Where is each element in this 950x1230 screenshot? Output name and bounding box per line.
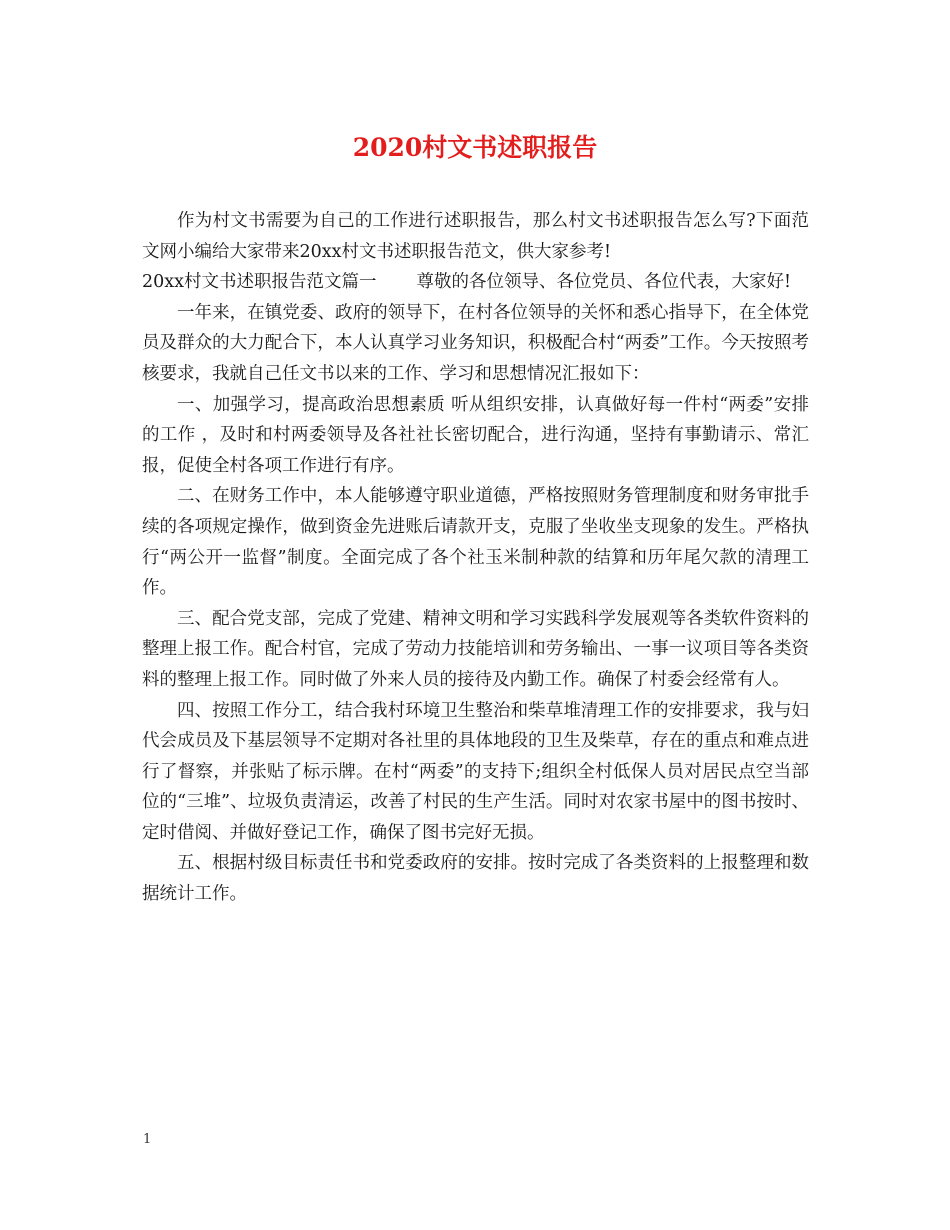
intro-paragraph: 作为村文书需要为自己的工作进行述职报告，那么村文书述职报告怎么写?下面范文网小编给大家带来20xx村文书述职报告范文，供大家参考! bbox=[142, 211, 809, 262]
body-paragraph-3: 二、在财务工作中，本人能够遵守职业道德，严格按照财务管理制度和财务审批手续的各项规定操作，做到资金先进账后请款开支，克服了坐收坐支现象的发生。严格执行“两公开一监督”制度。全面完成了各个社玉米制种款的结算和历年尾欠款的清理工作。 bbox=[142, 486, 809, 599]
section-heading-line bbox=[142, 267, 809, 298]
page-number: 1 bbox=[143, 1132, 152, 1147]
body-paragraph-5: 四、按照工作分工，结合我村环境卫生整治和柴草堆清理工作的安排要求，我与妇代会成员及下基层领导不定期对各社里的具体地段的卫生及柴草，存在的重点和难点进行了督察，并张贴了标示牌。在村“两委”的支持下;组织全村低保人员对居民点空当部位的“三堆”、垃圾负责清运，改善了村民的生产生活。同时对农家书屋中的图书按时、定时借阅、并做好登记工作，确保了图书完好无损。 bbox=[142, 700, 809, 843]
salutation: 尊敬的各位领导、各位党员、各位代表，大家好! bbox=[416, 272, 792, 293]
document-title: 2020村文书述职报告 bbox=[352, 133, 598, 162]
document-body bbox=[142, 206, 809, 910]
body-paragraph-4: 三、配合党支部，完成了党建、精神文明和学习实践科学发展观等各类软件资料的整理上报工作。配合村官，完成了劳动力技能培训和劳务输出、一事一议项目等各类资料的整理上报工作。同时做了外来人员的接待及内勤工作。确保了村委会经常有人。 bbox=[142, 608, 809, 690]
body-paragraph-6: 五、根据村级目标责任书和党委政府的安排。按时完成了各类资料的上报整理和数据统计工作。 bbox=[142, 853, 809, 905]
body-paragraph-1: 一年来，在镇党委、政府的领导下，在村各位领导的关怀和悉心指导下，在全体党员及群众的大力配合下，本人认真学习业务知识，积极配合村“两委”工作。今天按照考核要求，我就自己任文书以来的工作、学习和思想情况汇报如下： bbox=[142, 302, 809, 384]
section-label: 20xx村文书述职报告范文篇一 bbox=[142, 272, 377, 293]
body-paragraph-2: 一、加强学习，提高政治思想素质 听从组织安排，认真做好每一件村“两委”安排的工作 ，及时和村两委领导及各社社长密切配合，进行沟通，坚持有事勤请示、常汇报，促使全村各项工作进行有序。 bbox=[142, 394, 809, 476]
